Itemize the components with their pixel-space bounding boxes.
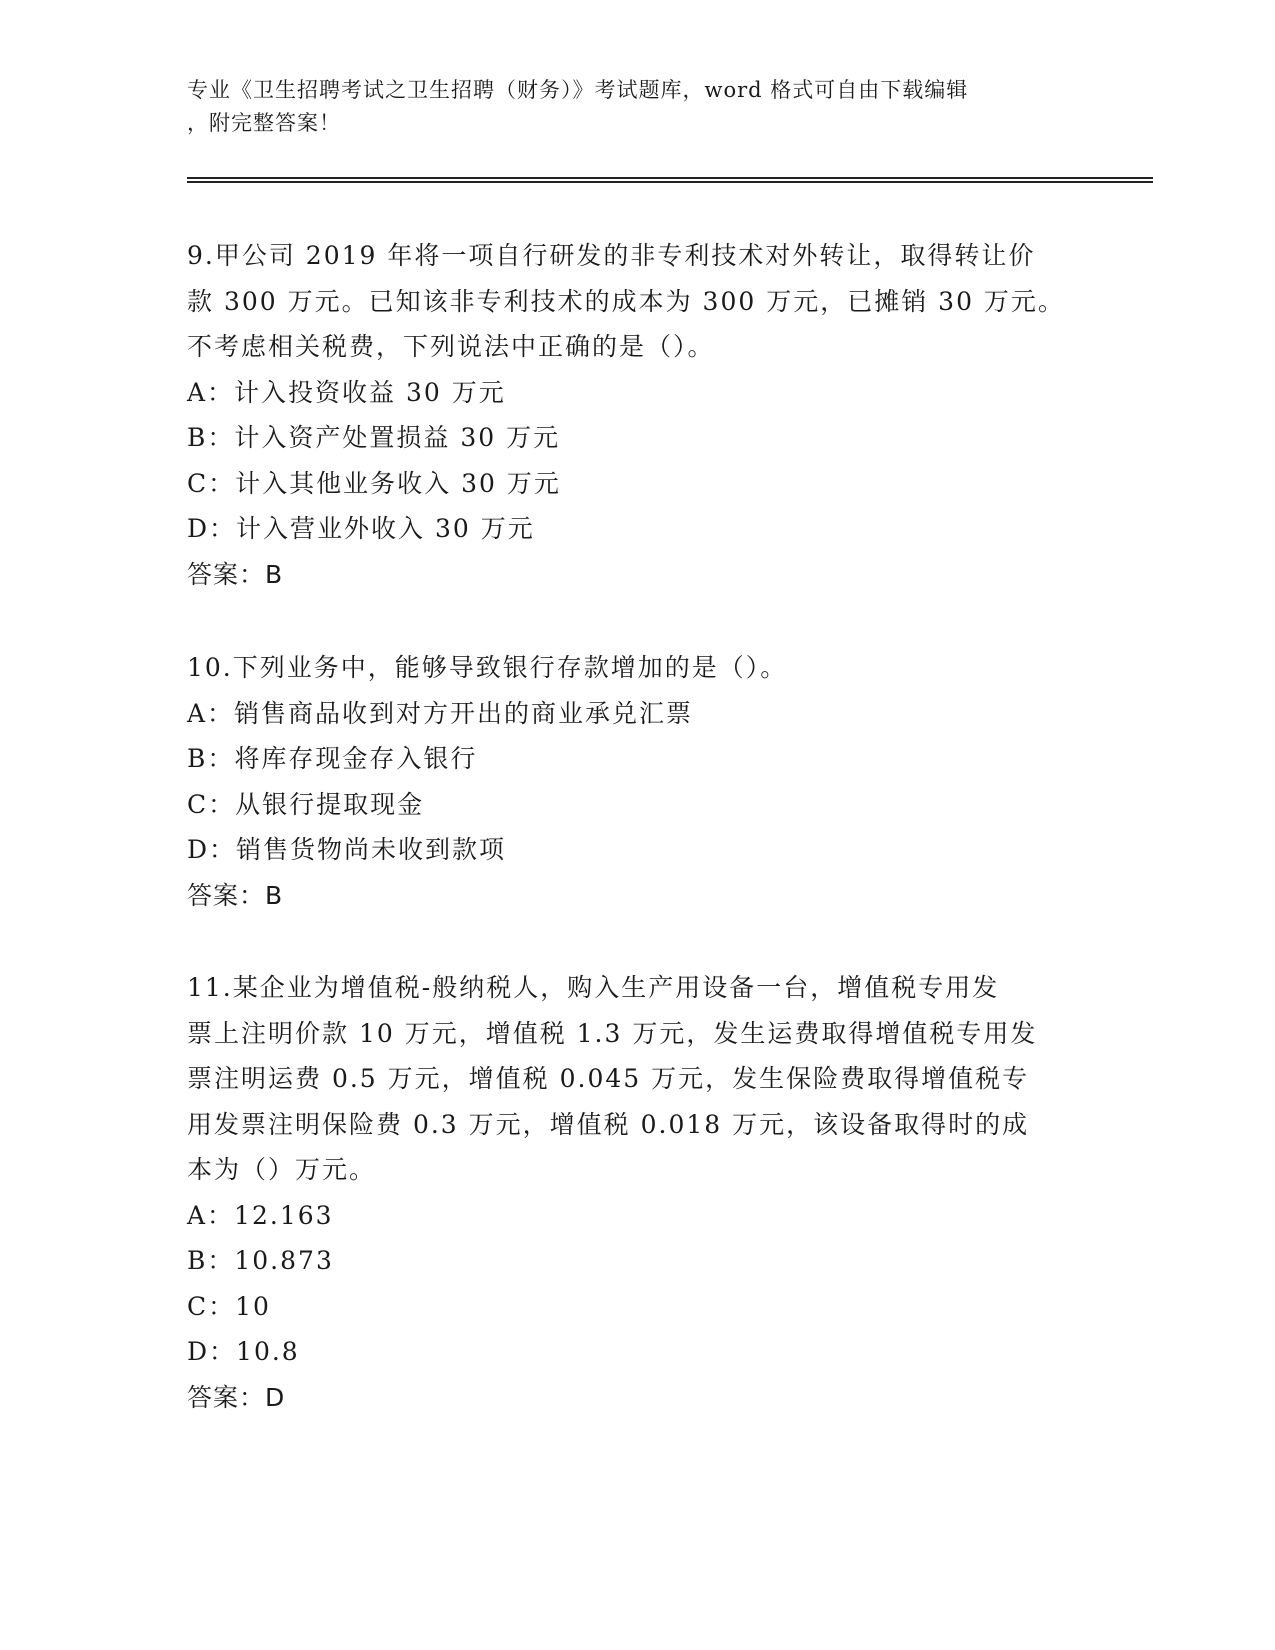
document-header	[187, 74, 1067, 140]
option-d: D：计入营业外收入 30 万元	[187, 514, 535, 543]
option-a: A：销售商品收到对方开出的商业承兑汇票	[187, 698, 694, 728]
question-stem-line: 票上注明价款 10 万元，增值税 1.3 万元，发生运费取得增值税专用发	[187, 1018, 1038, 1048]
question-10	[187, 645, 1087, 918]
question-stem-line: 10.下列业务中，能够导致银行存款增加的是（）。	[187, 653, 788, 682]
header-line-2: ，附完整答案！	[187, 111, 341, 135]
answer: 答案：D	[187, 1382, 286, 1412]
question-stem-line: 用发票注明保险费 0.3 万元，增值税 0.018 万元，该设备取得时的成	[187, 1109, 1030, 1139]
header-divider-bottom	[187, 181, 1153, 183]
question-stem-line: 9.甲公司 2019 年将一项自行研发的非专利技术对外转让，取得转让价	[187, 241, 1036, 270]
question-9	[187, 233, 1087, 597]
option-a: A：计入投资收益 30 万元	[187, 377, 506, 407]
option-a: A：12.163	[187, 1200, 334, 1230]
question-stem-line: 11.某企业为增值税-般纳税人，购入生产用设备一台，增值税专用发	[187, 973, 1000, 1002]
option-b: B：计入资产处置损益 30 万元	[187, 423, 561, 452]
option-c: C：计入其他业务收入 30 万元	[187, 468, 561, 498]
answer: 答案：B	[187, 880, 284, 910]
question-11	[187, 965, 1087, 1420]
option-d: D：销售货物尚未收到款项	[187, 835, 507, 864]
option-d: D：10.8	[187, 1337, 300, 1366]
header-divider-top	[187, 177, 1153, 179]
question-stem-line: 不考虑相关税费，下列说法中正确的是（）。	[187, 332, 715, 361]
option-b: B：10.873	[187, 1246, 334, 1275]
question-stem-line: 款 300 万元。已知该非专利技术的成本为 300 万元，已摊销 30 万元。	[187, 286, 1065, 316]
answer: 答案：B	[187, 559, 284, 589]
question-stem-line: 票注明运费 0.5 万元，增值税 0.045 万元，发生保险费取得增值税专	[187, 1064, 1030, 1093]
option-c: C：从银行提取现金	[187, 789, 425, 819]
header-line-1: 专业《卫生招聘考试之卫生招聘（财务）》考试题库，word 格式可自由下载编辑	[187, 78, 969, 102]
option-b: B：将库存现金存入银行	[187, 744, 478, 773]
question-stem-line: 本为（）万元。	[187, 1155, 377, 1184]
option-c: C：10	[187, 1291, 271, 1321]
